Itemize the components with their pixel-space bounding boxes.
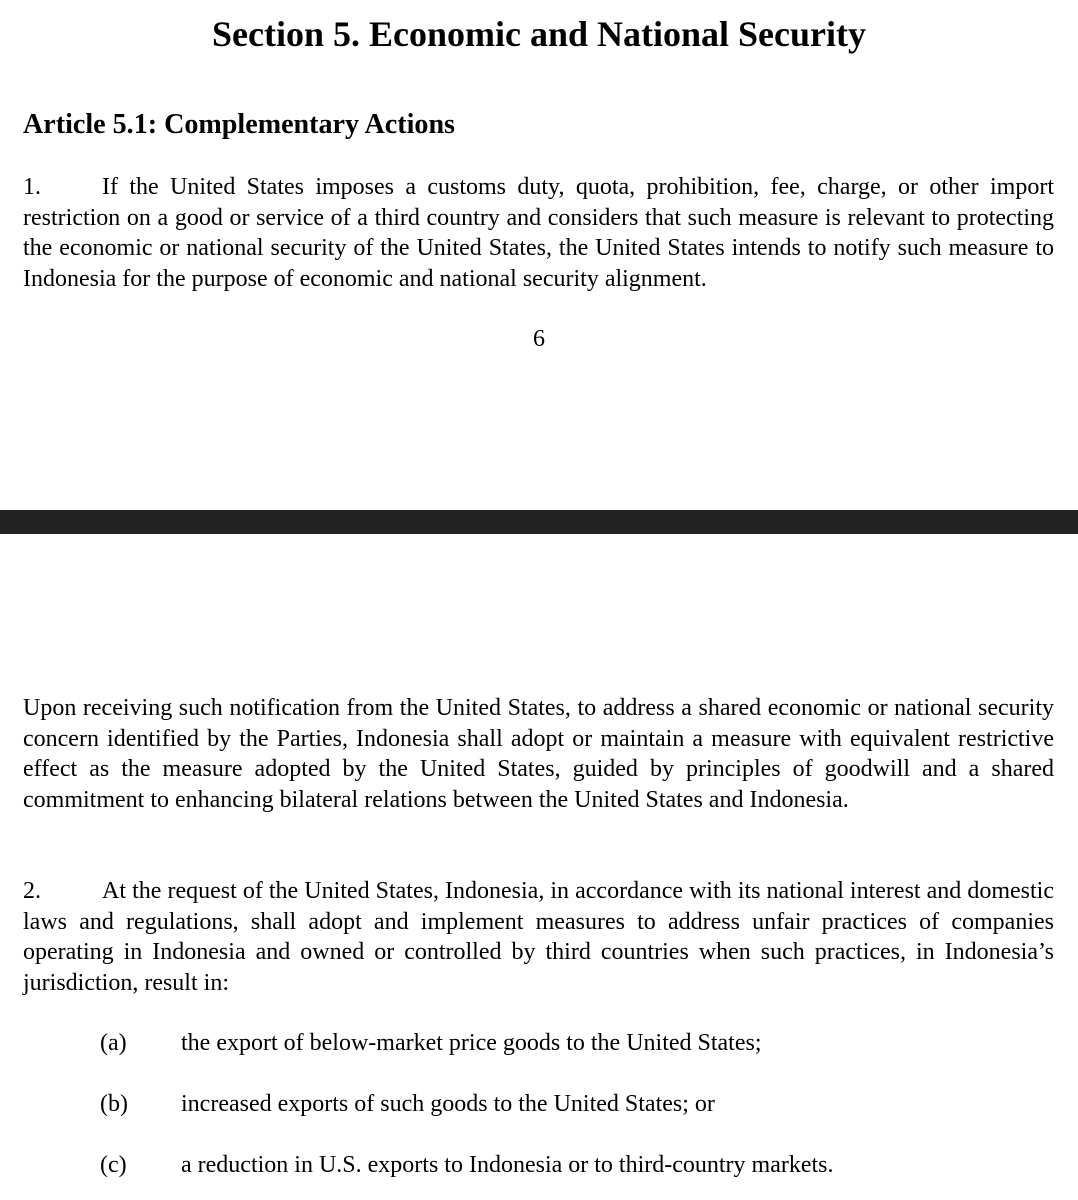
list-item-label: (a) bbox=[100, 1030, 127, 1056]
paragraph-1-continuation: Upon receiving such notification from the United States, to address a shared economic or national security concern identified by the Parties, Indonesia shall adopt or maintain a measure with equivalent restrictive effect as the measure adopted by the United States, guided by principles of goodwill and a shared commitment to enhancing bilateral relations between the United States and Indonesia. bbox=[23, 695, 1054, 813]
list-item-text: a reduction in U.S. exports to Indonesia or to third-country markets. bbox=[181, 1152, 834, 1178]
paragraph-1-text: If the United States imposes a customs duty, quota, prohibition, fee, charge, or other import restriction on a good or service of a third country and considers that such measure is relevant to protecting the economic or national security of the United States, the United States intends to notify such measure to Indonesia for the purpose of economic and national security alignment. bbox=[23, 174, 1054, 292]
document-page-bottom bbox=[0, 534, 1078, 1200]
paragraph-2 bbox=[23, 876, 1054, 998]
paragraph-1 bbox=[23, 172, 1054, 294]
list-item-label: (b) bbox=[100, 1091, 128, 1117]
list-item-b bbox=[100, 1089, 715, 1120]
document-page-top bbox=[0, 0, 1078, 510]
list-item-a bbox=[100, 1028, 762, 1059]
list-item-c bbox=[100, 1150, 834, 1181]
list-item-text: the export of below-market price goods to the United States; bbox=[181, 1030, 762, 1056]
section-title: Section 5. Economic and National Security bbox=[212, 14, 866, 54]
paragraph-1-number: 1. bbox=[23, 174, 41, 200]
paragraph-2-number: 2. bbox=[23, 878, 41, 904]
page-divider bbox=[0, 510, 1078, 534]
paragraph-2-text: At the request of the United States, Indonesia, in accordance with its national interest and domestic laws and regulations, shall adopt and implement measures to address unfair practices of companies operating in Indonesia and owned or controlled by third countries when such practices, in Indonesia’s jurisdiction, result in: bbox=[23, 878, 1054, 996]
article-title: Article 5.1: Complementary Actions bbox=[23, 109, 455, 140]
list-item-label: (c) bbox=[100, 1152, 127, 1178]
page-number: 6 bbox=[533, 326, 545, 352]
list-item-text: increased exports of such goods to the United States; or bbox=[181, 1091, 715, 1117]
